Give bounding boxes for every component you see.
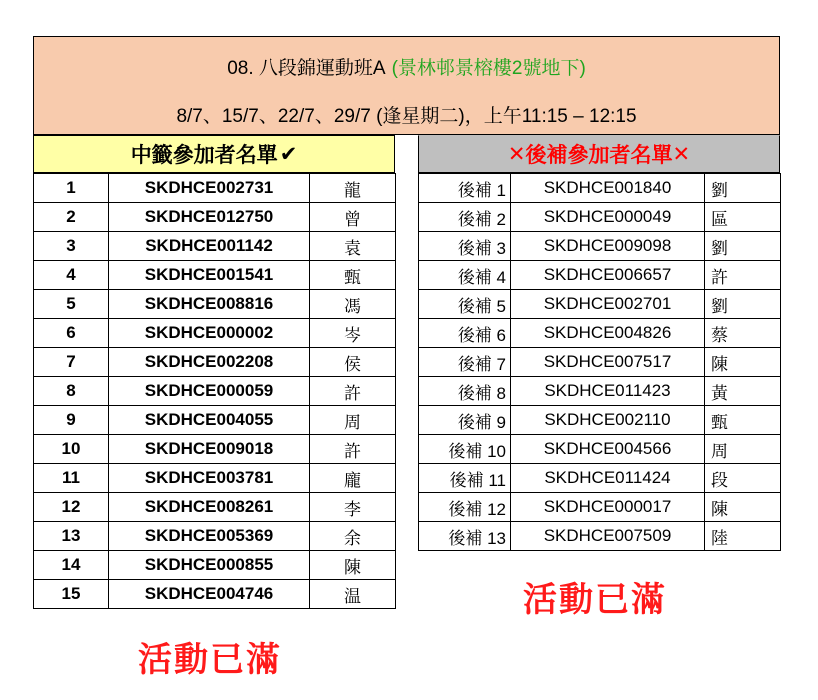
member-code: SKDHCE002731 [109, 174, 310, 203]
table-row [419, 435, 781, 464]
row-number: 4 [34, 261, 109, 290]
row-number: 2 [34, 203, 109, 232]
class-schedule: 8/7、15/7、22/7、29/7 (逢星期二)，上午11:15 – 12:15 [33, 95, 780, 135]
table-row [34, 435, 396, 464]
member-code: SKDHCE002701 [511, 290, 705, 319]
surname: 蔡 [705, 319, 781, 348]
waitlist-number: 後補 12 [419, 493, 511, 522]
surname: 區 [705, 203, 781, 232]
member-code: SKDHCE002208 [109, 348, 310, 377]
class-title-row [33, 36, 780, 96]
surname: 陳 [705, 493, 781, 522]
cross-icon: ✕ [507, 142, 526, 166]
waitlist-number: 後補 10 [419, 435, 511, 464]
member-code: SKDHCE007517 [511, 348, 705, 377]
row-number: 6 [34, 319, 109, 348]
selected-list-title: 中籤參加者名單 [130, 144, 278, 167]
table-row [419, 290, 781, 319]
member-code: SKDHCE000002 [109, 319, 310, 348]
waitlist-number: 後補 11 [419, 464, 511, 493]
row-number: 15 [34, 580, 109, 609]
check-icon: ✔ [279, 142, 298, 166]
selected-participants-table [33, 173, 396, 609]
table-row [34, 464, 396, 493]
member-code: SKDHCE011423 [511, 377, 705, 406]
table-row [419, 377, 781, 406]
class-location: (景林邨景榕樓2號地下) [391, 57, 586, 79]
surname: 周 [310, 406, 396, 435]
member-code: SKDHCE004746 [109, 580, 310, 609]
table-row [419, 493, 781, 522]
table-row [34, 580, 396, 609]
table-row [34, 551, 396, 580]
table-row [34, 406, 396, 435]
member-code: SKDHCE004055 [109, 406, 310, 435]
member-code: SKDHCE000049 [511, 203, 705, 232]
member-code: SKDHCE009098 [511, 232, 705, 261]
surname: 陸 [705, 522, 781, 551]
table-row [34, 348, 396, 377]
member-code: SKDHCE006657 [511, 261, 705, 290]
table-row [34, 377, 396, 406]
waitlist-number: 後補 4 [419, 261, 511, 290]
row-number: 9 [34, 406, 109, 435]
waitlist-number: 後補 6 [419, 319, 511, 348]
table-row [34, 290, 396, 319]
surname: 劉 [705, 290, 781, 319]
table-row [34, 319, 396, 348]
class-title: 08. 八段錦運動班A [227, 57, 386, 79]
table-row [419, 406, 781, 435]
member-code: SKDHCE011424 [511, 464, 705, 493]
table-row [419, 522, 781, 551]
surname: 黃 [705, 377, 781, 406]
table-row [34, 522, 396, 551]
surname: 李 [310, 493, 396, 522]
member-code: SKDHCE002110 [511, 406, 705, 435]
member-code: SKDHCE001541 [109, 261, 310, 290]
surname: 段 [705, 464, 781, 493]
member-code: SKDHCE008816 [109, 290, 310, 319]
surname: 許 [310, 435, 396, 464]
member-code: SKDHCE008261 [109, 493, 310, 522]
waitlist-full-notice: 活動已滿 [523, 581, 667, 619]
row-number: 3 [34, 232, 109, 261]
table-row [419, 464, 781, 493]
member-code: SKDHCE005369 [109, 522, 310, 551]
surname: 温 [310, 580, 396, 609]
surname: 許 [310, 377, 396, 406]
member-code: SKDHCE009018 [109, 435, 310, 464]
surname: 周 [705, 435, 781, 464]
row-number: 7 [34, 348, 109, 377]
row-number: 5 [34, 290, 109, 319]
row-number: 14 [34, 551, 109, 580]
row-number: 13 [34, 522, 109, 551]
table-row [34, 232, 396, 261]
surname: 劉 [705, 174, 781, 203]
waitlist-number: 後補 7 [419, 348, 511, 377]
waitlist-participants-table [418, 173, 781, 551]
member-code: SKDHCE012750 [109, 203, 310, 232]
surname: 余 [310, 522, 396, 551]
waitlist-header [418, 135, 780, 173]
row-number: 10 [34, 435, 109, 464]
waitlist-number: 後補 1 [419, 174, 511, 203]
waitlist-number: 後補 2 [419, 203, 511, 232]
surname: 劉 [705, 232, 781, 261]
surname: 許 [705, 261, 781, 290]
surname: 甄 [705, 406, 781, 435]
table-row [34, 261, 396, 290]
table-row [419, 203, 781, 232]
surname: 陳 [310, 551, 396, 580]
table-row [419, 174, 781, 203]
row-number: 1 [34, 174, 109, 203]
waitlist-number: 後補 13 [419, 522, 511, 551]
surname: 陳 [705, 348, 781, 377]
table-row [419, 261, 781, 290]
surname: 甄 [310, 261, 396, 290]
member-code: SKDHCE000855 [109, 551, 310, 580]
row-number: 8 [34, 377, 109, 406]
table-row [419, 319, 781, 348]
row-number: 12 [34, 493, 109, 522]
surname: 龍 [310, 174, 396, 203]
member-code: SKDHCE007509 [511, 522, 705, 551]
surname: 龐 [310, 464, 396, 493]
table-row [419, 232, 781, 261]
table-row [419, 348, 781, 377]
member-code: SKDHCE004826 [511, 319, 705, 348]
table-row [34, 203, 396, 232]
member-code: SKDHCE000017 [511, 493, 705, 522]
cross-icon: ✕ [672, 142, 691, 166]
surname: 岑 [310, 319, 396, 348]
member-code: SKDHCE001840 [511, 174, 705, 203]
member-code: SKDHCE000059 [109, 377, 310, 406]
member-code: SKDHCE004566 [511, 435, 705, 464]
row-number: 11 [34, 464, 109, 493]
surname: 袁 [310, 232, 396, 261]
waitlist-number: 後補 5 [419, 290, 511, 319]
waitlist-number: 後補 3 [419, 232, 511, 261]
waitlist-number: 後補 9 [419, 406, 511, 435]
table-row [34, 174, 396, 203]
activity-full-notice: 活動已滿 [138, 641, 282, 679]
surname: 侯 [310, 348, 396, 377]
surname: 曾 [310, 203, 396, 232]
member-code: SKDHCE003781 [109, 464, 310, 493]
table-row [34, 493, 396, 522]
surname: 馮 [310, 290, 396, 319]
waitlist-title: 後補參加者名單 [525, 144, 673, 167]
member-code: SKDHCE001142 [109, 232, 310, 261]
waitlist-number: 後補 8 [419, 377, 511, 406]
selected-list-header [33, 135, 395, 173]
